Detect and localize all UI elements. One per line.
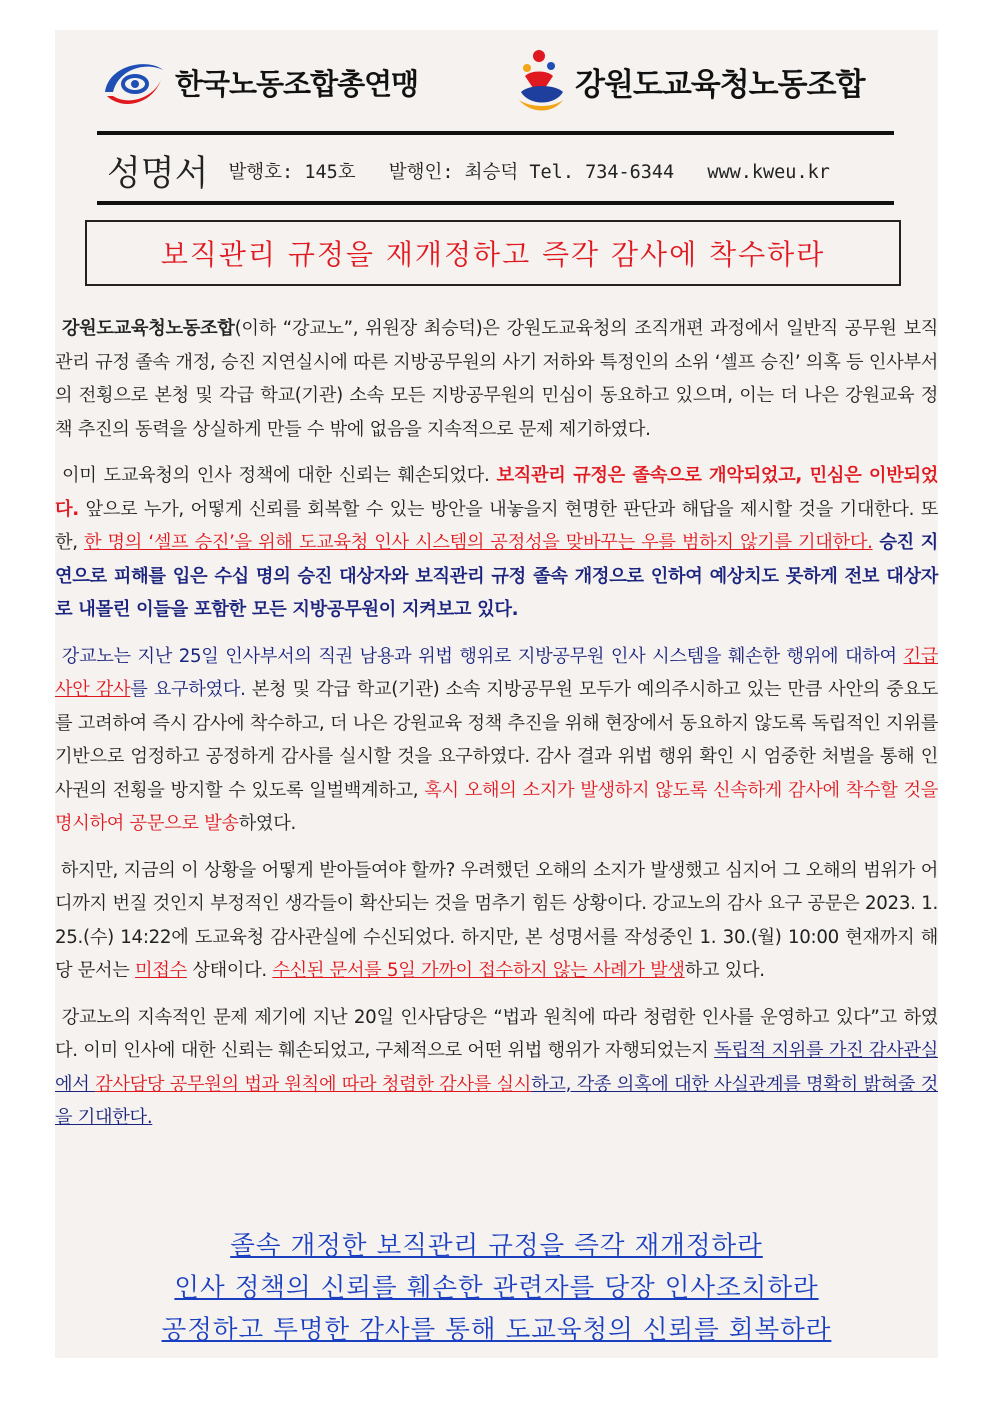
paragraph-4-text-a: 하지만, 지금의 이 상황을 어떻게 받아들여야 할까? 우려했던 오해의 소지가 발생했고 심지어 그 오해의 범위가 어디까지 번질 것인지 부정적인 생각들이 확산되는 것을 멈추기 힘든 상황이다. 강교노의 감사 요구 공문은 2023. 1. 25.(수) 14:22에 도교육청 감사관실에 수신되었다. 하지만, 본 성명서를 작성중인 1. 30.(월) 10:00 현재까지 해당 문서는 [55,859,939,981]
slogan-1 [55,1225,938,1267]
logo-header [55,30,938,130]
fktu-emblem-icon [99,52,169,112]
paragraph-3-text-a: 강교노는 지난 25일 인사부서의 직권 남용과 위법 행위로 지방공무원 인사 시스템을 훼손한 행위에 대하여 [61,645,904,667]
paragraph-2-text-a: 이미 도교육청의 인사 정책에 대한 신뢰는 훼손되었다. [62,465,497,486]
slogan-2-text: 인사 정책의 신뢰를 훼손한 관련자를 당장 인사조치하라 [174,1273,819,1303]
issue-number: 발행호: 145호 [228,162,356,183]
union-name-bold: 강원도교육청노동조합 [61,318,235,339]
kweu-logo [515,46,864,116]
paragraph-3 [55,640,938,841]
statement-page [55,30,938,1358]
headline: 보직관리 규정을 재개정하고 즉각 감사에 착수하라 [160,238,826,271]
masthead-bottom-rule [97,201,894,205]
kweu-name: 강원도교육청노동조합 [575,66,865,103]
publisher-info: 발행인: 최승덕 Tel. 734-6344 [388,162,675,183]
slogan-1-text: 졸속 개정한 보직관리 규정을 즉각 재개정하라 [230,1231,763,1261]
paragraph-3-emphasis-red: 혹시 오해의 소지가 발생하지 않도록 신속하게 감사에 착수할 것을 명시하여 공문으로 발송 [55,779,939,834]
paragraph-3-text-d: 본청 및 각급 학교(기관) 소속 지방공무원 모두가 예의주시하고 있는 만큼 사안의 중요도를 고려하여 즉시 감사에 착수하고, 더 나은 강원교육 정책 추진을 위해 현장에서 동요하지 않도록 독립적인 지위를 기반으로 엄정하고 공정하게 감사를 실시할 것을 요구하였다. 감사 결과 위법 행위 확인 시 엄중한 처벌을 통해 인사권의 전횡을 방지할 수 있도록 일벌백계하고, [55,679,938,801]
paragraph-2-text-c: 앞으로 누가, 어떻게 신뢰를 회복할 수 있는 방안을 내놓을지 현명한 판단과 해답을 제시할 것을 기대한다. 또한, [55,498,938,553]
slogan-3 [55,1309,938,1351]
doc-type-title: 성명서 [107,154,209,194]
paragraph-4-emphasis-underline: 미접수 [135,960,187,981]
fktu-logo [99,52,418,112]
masthead-top-rule [97,131,894,135]
slogan-2 [55,1267,938,1309]
fktu-name: 한국노동조합총연맹 [175,66,419,101]
paragraph-5 [55,1001,938,1135]
slogan-3-text: 공정하고 투명한 감사를 통해 도교육청의 신뢰를 회복하라 [161,1315,832,1345]
paragraph-1 [55,312,938,446]
paragraph-4-text-e: 하고 있다. [684,960,765,981]
paragraph-1-text: (이하 “강교노”, 위원장 최승덕)은 강원도교육청의 조직개편 과정에서 일반직 공무원 보직관리 규정 졸속 개정, 승진 지연실시에 따른 지방공무원의 사기 저하와 특정인의 소위 ‘셀프 승진’ 의혹 등 인사부서의 전횡으로 본청 및 각급 학교(기관) 소속 모든 지방공무원의 민심이 동요하고 있으며, 이는 더 나은 강원교육 정책 추진의 동력을 상실하게 만들 수 밖에 없음을 지속적으로 문제 제기하였다. [55,318,938,440]
paragraph-3-emphasis-underline: 긴급 사안 감사 [55,645,939,700]
masthead [107,148,897,194]
paragraph-5-text-a: 강교노의 지속적인 문제 제기에 지난 20일 인사담당은 “법과 원칙에 따라 청렴한 인사를 운영하고 있다”고 하였다. 이미 인사에 대한 신뢰는 훼손되었고, 구체적으로 어떤 위법 행위가 자행되었는지 [55,1006,939,1061]
paragraph-4-text-c: 상태이다. [186,960,273,981]
paragraph-5-emphasis-blue-underline: 독립적 지위를 가진 감사관실에서 [55,1040,938,1095]
paragraph-5-emphasis-red-underline: 감사담당 공무원의 법과 원칙에 따라 청렴한 감사를 실시 [95,1073,532,1095]
paragraph-3-text-c: 를 요구하였다. [130,679,246,700]
paragraph-3-text-f: 하였다. [238,813,296,834]
paragraph-4-emphasis-red-underline: 수신된 문서를 5일 가까이 접수하지 않는 사례가 발생 [272,960,685,981]
paragraph-4 [55,854,938,988]
website-link[interactable]: www.kweu.kr [707,162,830,183]
paragraph-2 [55,459,938,627]
masthead-meta [228,158,829,184]
paragraph-2-emphasis-blue: 승진 지연으로 피해를 입은 수십 명의 승진 대상자와 보직관리 규정 졸속 개정으로 인하여 예상치도 못하게 전보 대상자로 내몰린 이들을 포함한 모든 지방공무원이 지켜보고 있다. [55,532,939,620]
paragraph-5-emphasis-blue-underline-2: 하고, 각종 의혹에 대한 사실관계를 명확히 밝혀줄 것을 기대한다. [55,1073,938,1128]
statement-body [55,312,938,1148]
kweu-emblem-icon [515,48,567,114]
headline-box [85,220,901,286]
paragraph-2-emphasis-red: 보직관리 규정은 졸속으로 개악되었고, 민심은 이반되었다. [55,465,938,520]
slogan-block [55,1225,938,1351]
paragraph-2-emphasis-underline: 한 명의 ‘셀프 승진’을 위해 도교육청 인사 시스템의 공정성을 맞바꾸는 우를 범하지 않기를 기대한다. [84,532,873,553]
